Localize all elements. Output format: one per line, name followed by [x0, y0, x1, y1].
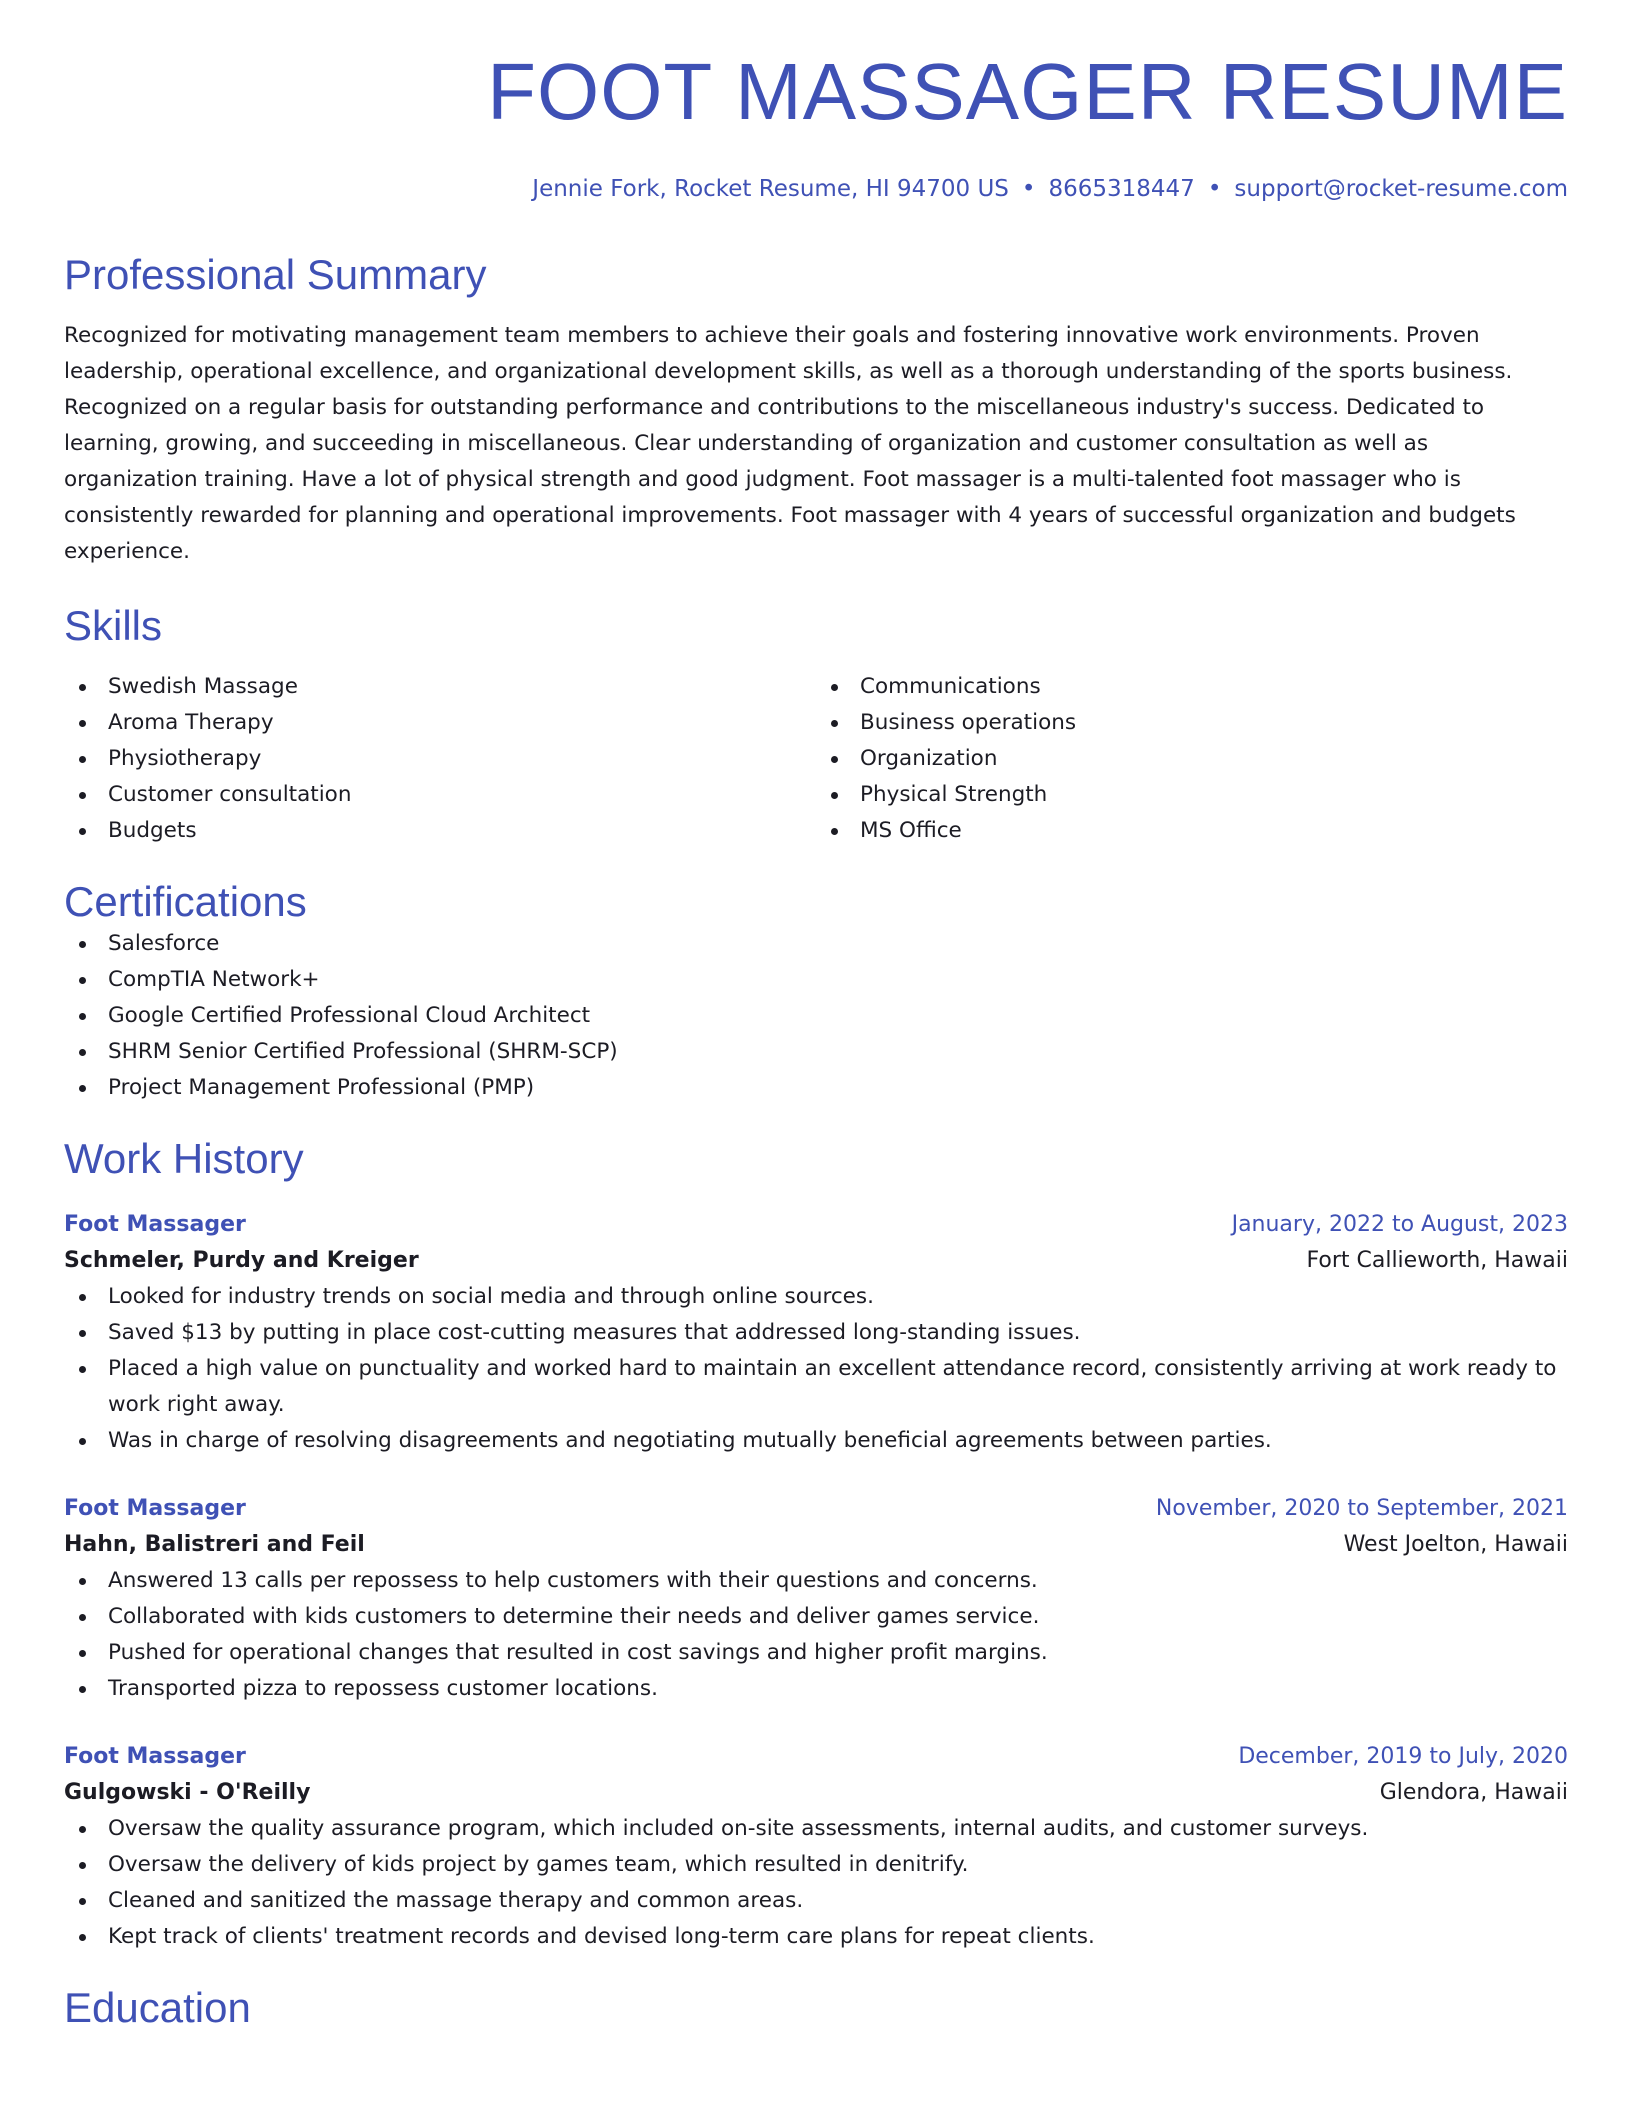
job-duty: Looked for industry trends on social media and through online sources. — [64, 1279, 1568, 1315]
skills-heading: Skills — [64, 602, 163, 650]
skill-item: Business operations — [816, 705, 1568, 741]
job-duty: Oversaw the delivery of kids project by games team, which resulted in denitrify. — [64, 1847, 1568, 1883]
contact-address: Jennie Fork, Rocket Resume, HI 94700 US — [532, 176, 1009, 202]
skills-list-left — [64, 669, 816, 849]
page-title: FOOT MASSAGER RESUME — [487, 47, 1568, 136]
summary-text: Recognized for motivating management team members to achieve their goals and fostering innovative work environments. Proven leadership, operational excellence, and organizational development skills, as well as a thorough understanding of the sports business. Recognized on a regular basis for outstanding performance and contributions to the miscellaneous industry's success. Dedicated to learning, growing, and succeeding in miscellaneous. Clear understanding of organization and customer consultation as well as organization training. Have a lot of physical strength and good judgment. Foot massager is a multi-talented foot massager who is consistently rewarded for planning and operational improvements. Foot massager with 4 years of successful organization and budgets experience. — [64, 323, 1516, 565]
job-duty: Transported pizza to repossess customer locations. — [64, 1671, 1568, 1707]
certification-item: SHRM Senior Certified Professional (SHRM-SCP) — [64, 1034, 1568, 1070]
skill-item: Communications — [816, 669, 1568, 705]
education-heading: Education — [64, 1983, 251, 2031]
skill-item: MS Office — [816, 813, 1568, 849]
job-company-row — [64, 1775, 1568, 1811]
job-entry — [64, 1491, 1568, 1707]
skill-item: Physiotherapy — [64, 741, 816, 777]
certifications-list — [64, 926, 1568, 1106]
job-title-row — [64, 1207, 1568, 1243]
job-duty: Oversaw the quality assurance program, which included on-site assessments, internal audits, and customer surveys. — [64, 1811, 1568, 1847]
contact-email: support@rocket-resume.com — [1234, 176, 1568, 202]
job-dates: December, 2019 to July, 2020 — [1238, 1743, 1568, 1769]
skill-item: Physical Strength — [816, 777, 1568, 813]
skill-item: Budgets — [64, 813, 816, 849]
skills-list-right — [816, 669, 1568, 849]
job-company: Gulgowski - O'Reilly — [64, 1779, 311, 1805]
job-company: Hahn, Balistreri and Feil — [64, 1531, 365, 1557]
job-dates: January, 2022 to August, 2023 — [1231, 1211, 1568, 1237]
contact-phone: 8665318447 — [1048, 176, 1195, 202]
bullet-separator: • — [1021, 176, 1036, 202]
job-location: Glendora, Hawaii — [1379, 1779, 1568, 1805]
skill-item: Swedish Massage — [64, 669, 816, 705]
bullet-separator: • — [1207, 176, 1222, 202]
job-location: West Joelton, Hawaii — [1343, 1531, 1568, 1557]
contact-line — [64, 176, 1568, 202]
job-company-row — [64, 1243, 1568, 1279]
job-title: Foot Massager — [64, 1211, 246, 1237]
skills-columns — [64, 669, 1568, 849]
job-entry — [64, 1207, 1568, 1459]
certification-item: CompTIA Network+ — [64, 962, 1568, 998]
job-company-row — [64, 1527, 1568, 1563]
job-duty: Placed a high value on punctuality and worked hard to maintain an excellent attendance record, consistently arriving at work ready to work right away. — [64, 1351, 1568, 1423]
job-title-row — [64, 1491, 1568, 1527]
certification-item: Google Certified Professional Cloud Architect — [64, 998, 1568, 1034]
job-duty: Pushed for operational changes that resulted in cost savings and higher profit margins. — [64, 1635, 1568, 1671]
work-history-heading: Work History — [64, 1134, 304, 1182]
job-duty: Collaborated with kids customers to determine their needs and deliver games service. — [64, 1599, 1568, 1635]
skill-item: Customer consultation — [64, 777, 816, 813]
skill-item: Organization — [816, 741, 1568, 777]
job-duties-list — [64, 1279, 1568, 1459]
job-location: Fort Callieworth, Hawaii — [1306, 1247, 1568, 1273]
job-duty: Answered 13 calls per repossess to help customers with their questions and concerns. — [64, 1563, 1568, 1599]
certifications-heading: Certifications — [64, 878, 307, 926]
job-duty: Saved $13 by putting in place cost-cutting measures that addressed long-standing issues. — [64, 1315, 1568, 1351]
job-duty: Kept track of clients' treatment records and devised long-term care plans for repeat clients. — [64, 1919, 1568, 1955]
certification-item: Salesforce — [64, 926, 1568, 962]
job-company: Schmeler, Purdy and Kreiger — [64, 1247, 419, 1273]
job-title-row — [64, 1739, 1568, 1775]
summary-heading: Professional Summary — [64, 251, 487, 298]
job-duties-list — [64, 1563, 1568, 1707]
job-title: Foot Massager — [64, 1495, 246, 1521]
job-title: Foot Massager — [64, 1743, 246, 1769]
certification-item: Project Management Professional (PMP) — [64, 1070, 1568, 1106]
resume-header — [64, 0, 1568, 202]
job-dates: November, 2020 to September, 2021 — [1155, 1495, 1568, 1521]
job-entry — [64, 1739, 1568, 1955]
job-duty: Was in charge of resolving disagreements and negotiating mutually beneficial agreements between parties. — [64, 1423, 1568, 1459]
skill-item: Aroma Therapy — [64, 705, 816, 741]
job-duty: Cleaned and sanitized the massage therapy and common areas. — [64, 1883, 1568, 1919]
job-duties-list — [64, 1811, 1568, 1955]
